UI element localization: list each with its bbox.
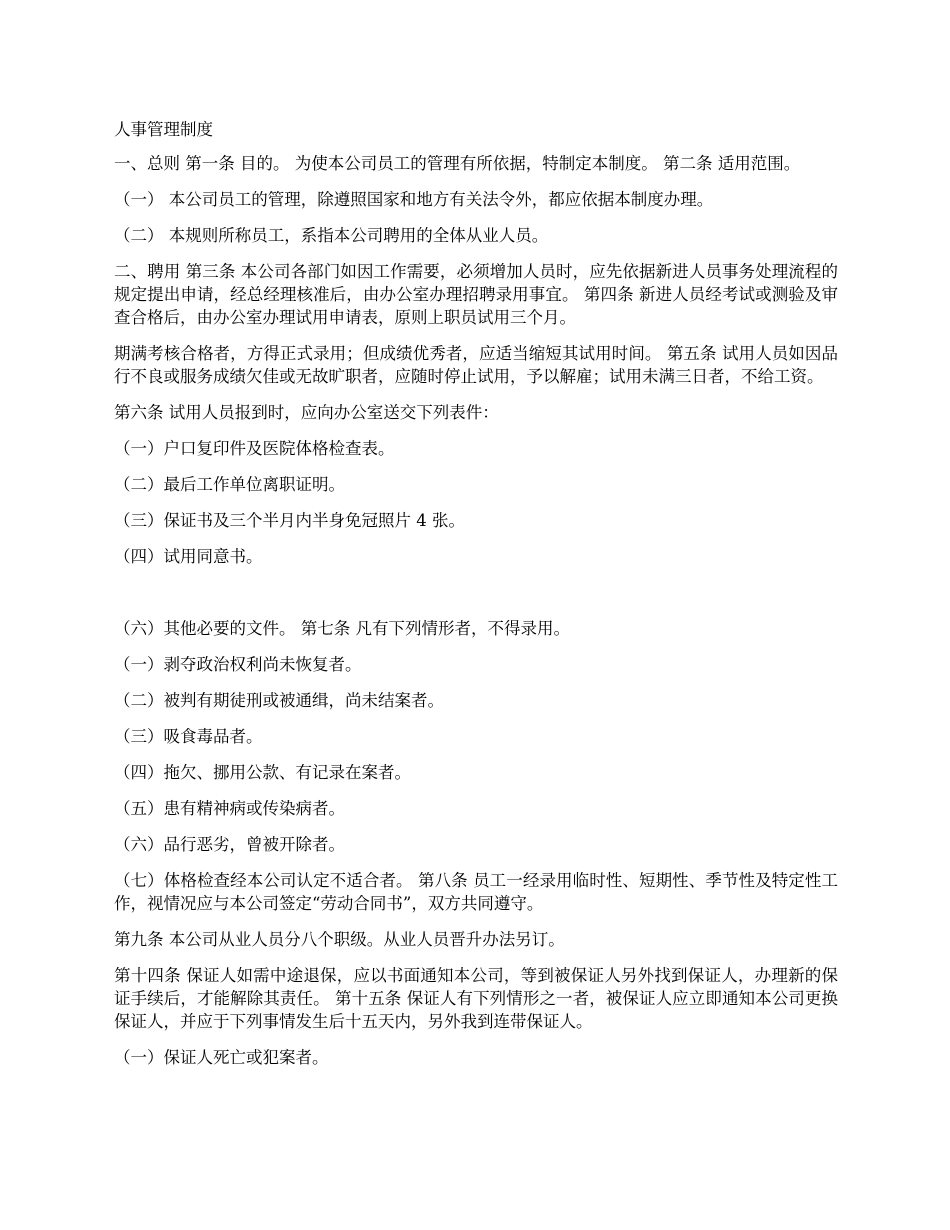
paragraph-article-9: 第九条 本公司从业人员分八个职级。从业人员晋升办法另订。 (114, 930, 565, 949)
paragraph-item-1: （一） 本公司员工的管理，除遵照国家和地方有关法令外，都应依据本制度办理。 (114, 190, 714, 209)
blank-line (114, 581, 838, 604)
paragraph-article-14-15: 第十四条 保证人如需中途退保，应以书面通知本公司，等到被保证人另外找到保证人，办理新的保证手续后，才能解除其责任。 第十五条 保证人有下列情形之一者，被保证人应立即通知本公司更换保证人，并应于下列事情发生后十五天内，另外我到连带保证人。 (114, 966, 838, 1031)
list-item: （四）试用同意书。 (114, 547, 263, 566)
paragraph-article-6: 第六条 试用人员报到时，应向办公室送交下列表件： (114, 403, 499, 422)
list-item: （一）保证人死亡或犯案者。 (114, 1048, 329, 1067)
list-item: （三）吸食毒品者。 (114, 727, 263, 746)
list-item: （四）拖欠、挪用公款、有记录在案者。 (114, 763, 411, 782)
paragraph-general-principles: 一、总则 第一条 目的。 为使本公司员工的管理有所依据，特制定本制度。 第二条 适用范围。 (114, 154, 801, 173)
paragraph-article-8: （七）体格检查经本公司认定不适合者。 第八条 员工一经录用临时性、短期性、季节性及特定性工作，视情况应与本公司签定“劳动合同书”，双方共同遵守。 (114, 871, 838, 913)
list-item: （六）品行恶劣，曾被开除者。 (114, 835, 345, 854)
list-item: （一）剥夺政治权利尚未恢复者。 (114, 655, 362, 674)
paragraph-article-7: （六）其他必要的文件。 第七条 凡有下列情形者，不得录用。 (114, 619, 570, 638)
document-title: 人事管理制度 (114, 120, 213, 139)
list-item: （三）保证书及三个半月内半身免冠照片 4 张。 (114, 511, 465, 530)
paragraph-hiring: 二、聘用 第三条 本公司各部门如因工作需要，必须增加人员时，应先依据新进人员事务处理流程的规定提出申请，经总经理核准后，由办公室办理招聘录用事宜。 第四条 新进人员经考试或测验及审查合格后，由办公室办理试用申请表，原则上职员试用三个月。 (114, 262, 838, 327)
list-item: （五）患有精神病或传染病者。 (114, 799, 345, 818)
paragraph-probation: 期满考核合格者，方得正式录用；但成绩优秀者，应适当缩短其试用时间。 第五条 试用人员如因品行不良或服务成绩欠佳或无故旷职者，应随时停止试用，予以解雇；试用未满三日者，不给工资。 (114, 344, 838, 386)
paragraph-item-2: （二） 本规则所称员工，系指本公司聘用的全体从业人员。 (114, 226, 549, 245)
document-page (114, 118, 838, 1082)
list-item: （二）被判有期徒刑或被通缉，尚未结案者。 (114, 691, 444, 710)
list-item: （二）最后工作单位离职证明。 (114, 475, 345, 494)
list-item: （一）户口复印件及医院体格检查表。 (114, 439, 395, 458)
